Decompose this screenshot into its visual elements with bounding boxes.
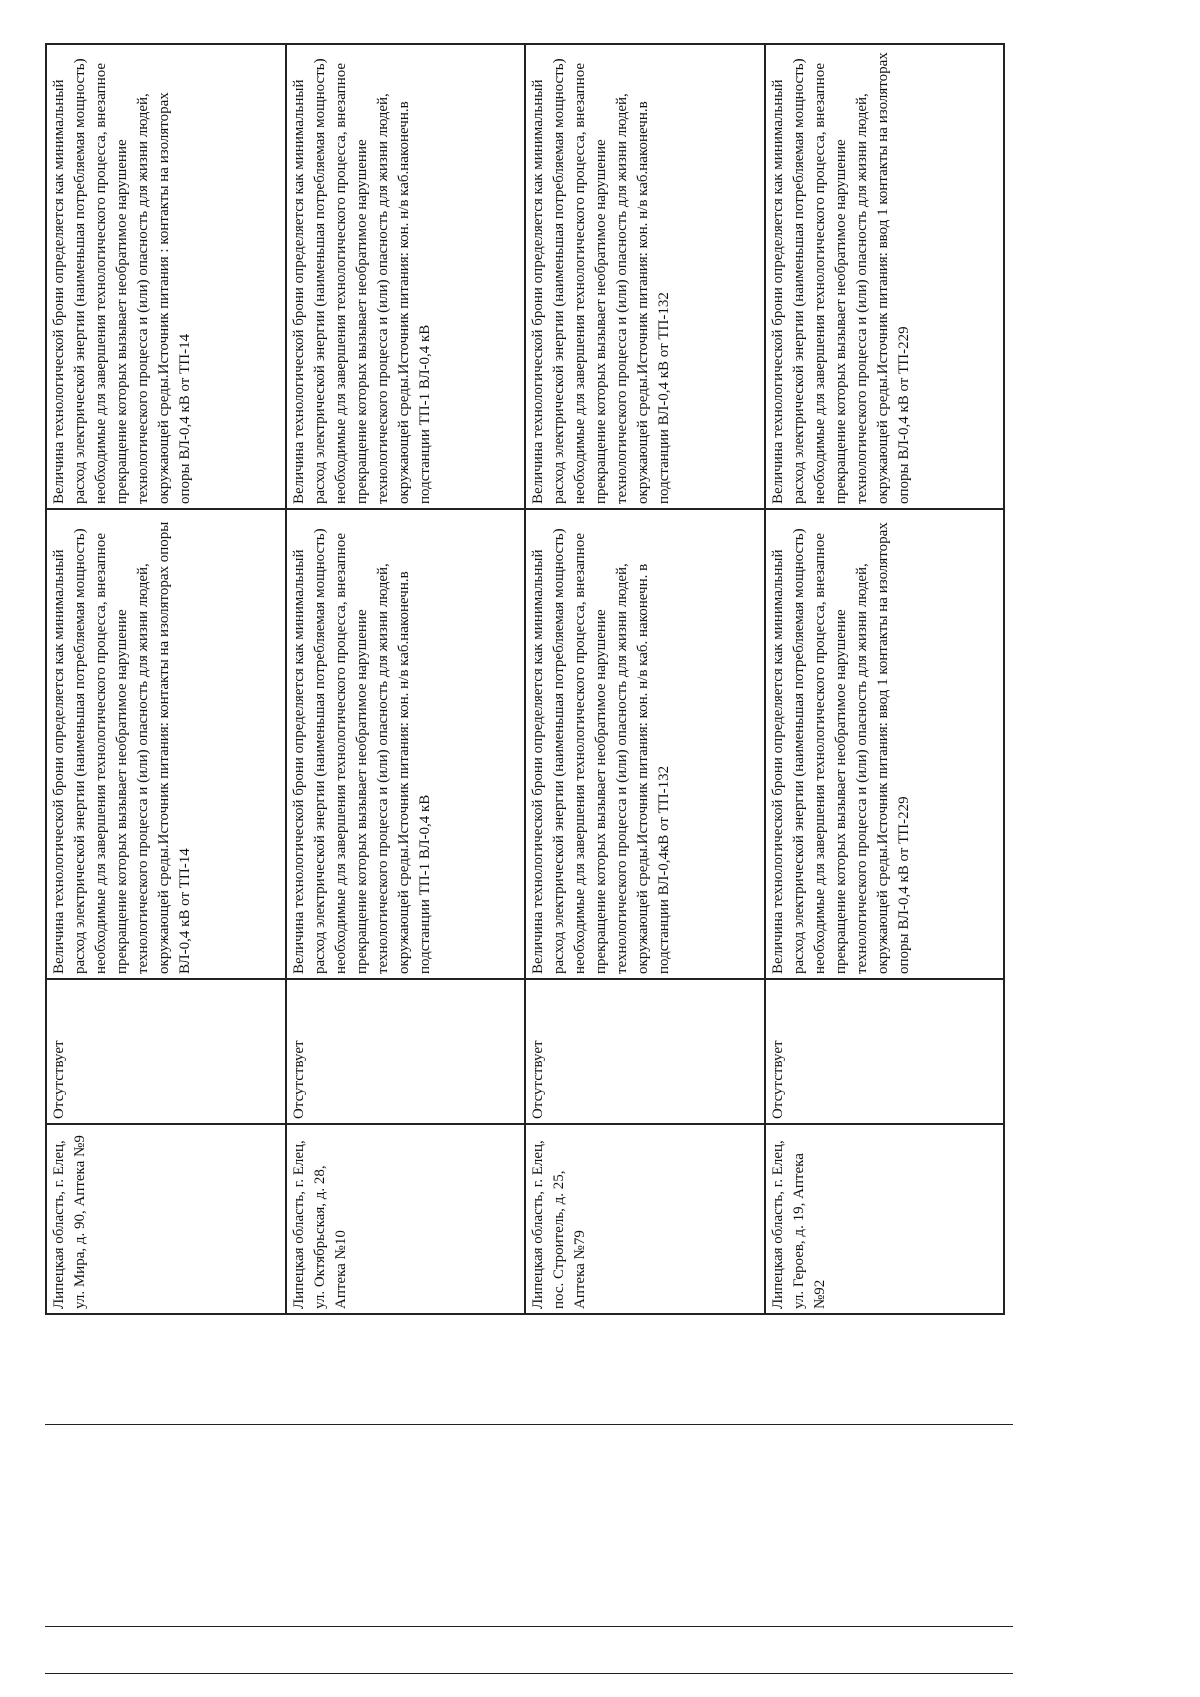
emergency-reserve-cell: Величина технологической брони определяется как минимальный расход электрической энергии (наименьшая потребляемая мощность) необходимые для завершения технологического процесса, внезапное прекращение которых вызывает необратимое нарушение технологического процесса и (или) опасность для жизни людей, окружающей среды.Источник питания: ввод 1 контакты на изоляторах опоры ВЛ-0,4 кВ от ТП-229 xyxy=(765,44,1005,509)
reserve-table xyxy=(45,43,1005,1315)
reserve-cell: Отсутствует xyxy=(46,979,286,1124)
table-row xyxy=(765,44,1005,1314)
divider-line xyxy=(45,1626,1013,1627)
table-row xyxy=(525,44,765,1314)
address-cell: Липецкая область, г. Елец, ул. Октябрьская, д. 28, Аптека №10 xyxy=(286,1124,526,1314)
divider-line xyxy=(45,1424,1013,1425)
divider-line xyxy=(45,1673,1013,1674)
tech-reserve-cell: Величина технологической брони определяется как минимальный расход электрической энергии (наименьшая потребляемая мощность) необходимые для завершения технологического процесса, внезапное прекращение которых вызывает необратимое нарушение технологического процесса и (или) опасность для жизни людей, окружающей среды.Источник питания: ввод 1 контакты на изоляторах опоры ВЛ-0,4 кВ от ТП-229 xyxy=(765,509,1005,979)
emergency-reserve-cell: Величина технологической брони определяется как минимальный расход электрической энергии (наименьшая потребляемая мощность) необходимые для завершения технологического процесса, внезапное прекращение которых вызывает необратимое нарушение технологического процесса и (или) опасность для жизни людей, окружающей среды.Источник питания: кон. н/в каб.наконечн.в подстанции ВЛ-0,4 кВ от ТП-132 xyxy=(525,44,765,509)
table-row xyxy=(286,44,526,1314)
tech-reserve-cell: Величина технологической брони определяется как минимальный расход электрической энергии (наименьшая потребляемая мощность) необходимые для завершения технологического процесса, внезапное прекращение которых вызывает необратимое нарушение технологического процесса и (или) опасность для жизни людей, окружающей среды.Источник питания: кон. н/в каб. наконечн. в подстанции ВЛ-0,4кВ от ТП-132 xyxy=(525,509,765,979)
address-cell: Липецкая область, г. Елец, ул. Героев, д. 19, Аптека №92 xyxy=(765,1124,1005,1314)
emergency-reserve-cell: Величина технологической брони определяется как минимальный расход электрической энергии (наименьшая потребляемая мощность) необходимые для завершения технологического процесса, внезапное прекращение которых вызывает необратимое нарушение технологического процесса и (или) опасность для жизни людей, окружающей среды.Источник питания: кон. н/в каб.наконечн.в подстанции ТП-1 ВЛ-0,4 кВ xyxy=(286,44,526,509)
rotated-table-region xyxy=(45,45,1005,1315)
reserve-cell: Отсутствует xyxy=(765,979,1005,1124)
table-row xyxy=(46,44,286,1314)
tech-reserve-cell: Величина технологической брони определяется как минимальный расход электрической энергии (наименьшая потребляемая мощность) необходимые для завершения технологического процесса, внезапное прекращение которых вызывает необратимое нарушение технологического процесса и (или) опасность для жизни людей, окружающей среды.Источник питания: контакты на изоляторах опоры ВЛ-0,4 кВ от ТП-14 xyxy=(46,509,286,979)
address-cell: Липецкая область, г. Елец, ул. Мира, д. 90, Аптека №9 xyxy=(46,1124,286,1314)
rotated-table xyxy=(45,45,1005,1315)
tech-reserve-cell: Величина технологической брони определяется как минимальный расход электрической энергии (наименьшая потребляемая мощность) необходимые для завершения технологического процесса, внезапное прекращение которых вызывает необратимое нарушение технологического процесса и (или) опасность для жизни людей, окружающей среды.Источник питания: кон. н/в каб.наконечн.в подстанции ТП-1 ВЛ-0,4 кВ xyxy=(286,509,526,979)
reserve-cell: Отсутствует xyxy=(286,979,526,1124)
reserve-cell: Отсутствует xyxy=(525,979,765,1124)
address-cell: Липецкая область, г. Елец, пос. Строитель, д. 25, Аптека №79 xyxy=(525,1124,765,1314)
emergency-reserve-cell: Величина технологической брони определяется как минимальный расход электрической энергии (наименьшая потребляемая мощность) необходимые для завершения технологического процесса, внезапное прекращение которых вызывает необратимое нарушение технологического процесса и (или) опасность для жизни людей, окружающей среды.Источник питания : контакты на изоляторах опоры ВЛ-0,4 кВ от ТП-14 xyxy=(46,44,286,509)
